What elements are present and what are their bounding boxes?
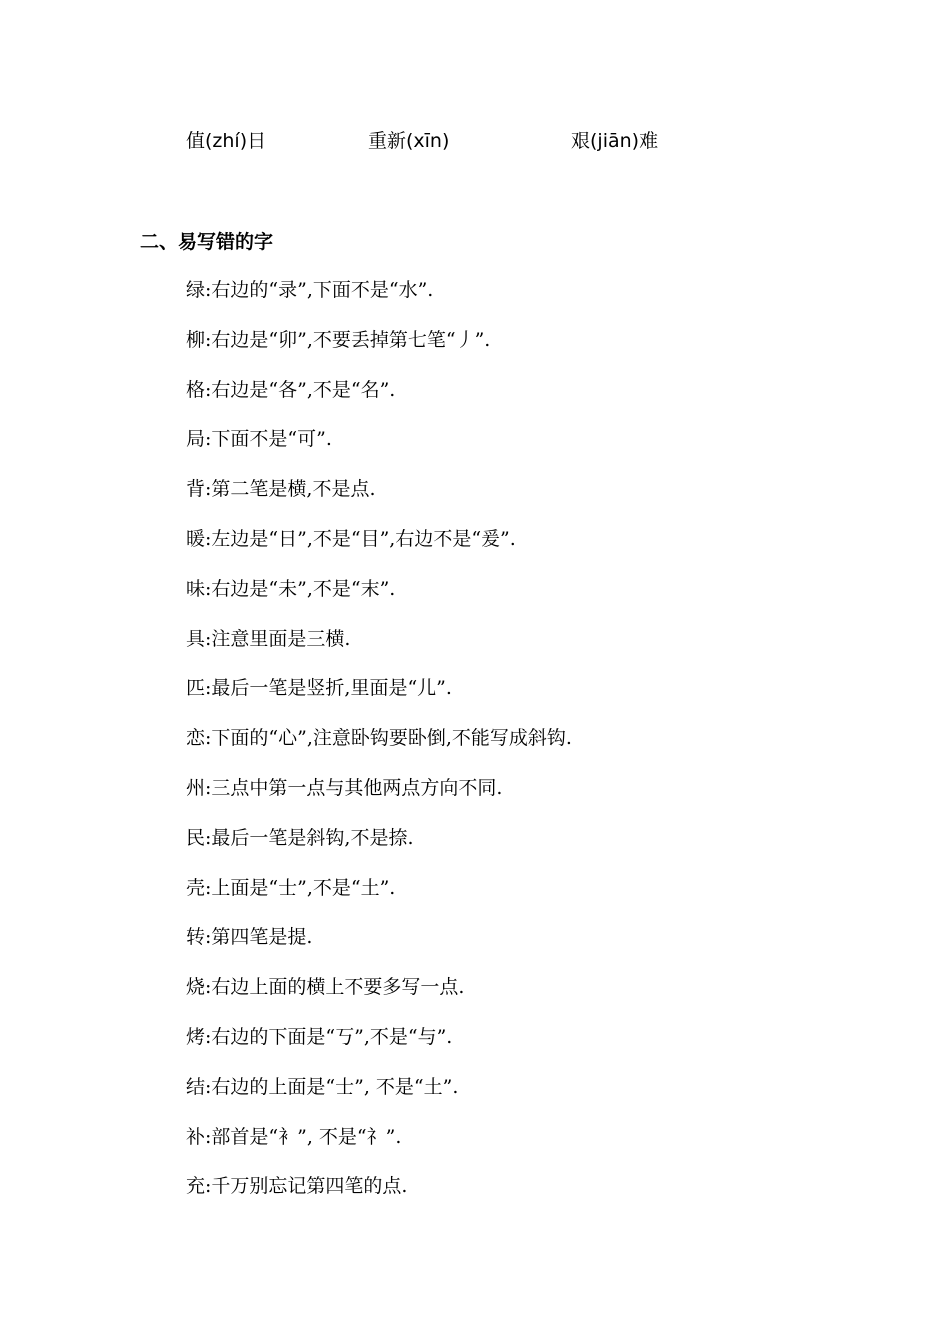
list-item: 绿:右边的“录”,下面不是“水”. bbox=[186, 279, 434, 301]
error-prone-character-list bbox=[186, 276, 926, 1222]
list-item: 恋:下面的“心”,注意卧钩要卧倒,不能写成斜钩. bbox=[186, 727, 572, 750]
list-item: 格:右边是“各”,不是“名”. bbox=[186, 378, 396, 401]
list-item: 背:第二笔是横,不是点. bbox=[186, 478, 376, 501]
pinyin-word-2: 重新(xīn) bbox=[368, 130, 450, 152]
list-item: 暖:左边是“日”,不是“目”,右边不是“爰”. bbox=[186, 527, 516, 550]
pinyin-word-3: 艰(jiān)难 bbox=[571, 130, 659, 152]
list-item: 结:右边的上面是“士”, 不是“土”. bbox=[186, 1075, 459, 1098]
list-item: 局:下面不是“可”. bbox=[186, 428, 332, 451]
list-item: 烤:右边的下面是“丂”,不是“与”. bbox=[186, 1025, 453, 1048]
section-title: 二、易写错的字 bbox=[140, 231, 274, 253]
list-item: 州:三点中第一点与其他两点方向不同. bbox=[186, 776, 503, 799]
list-item: 充:千万别忘记第四笔的点. bbox=[186, 1175, 408, 1198]
list-item: 匹:最后一笔是竖折,里面是“儿”. bbox=[186, 677, 452, 700]
list-item: 具:注意里面是三横. bbox=[186, 627, 351, 650]
list-item: 壳:上面是“士”,不是“土”. bbox=[186, 876, 396, 899]
list-item: 柳:右边是“卯”,不要丢掉第七笔“丿”. bbox=[186, 328, 491, 351]
list-item: 转:第四笔是提. bbox=[186, 926, 313, 949]
list-item: 补:部首是“衤”, 不是“礻”. bbox=[186, 1125, 402, 1148]
list-item: 烧:右边上面的横上不要多写一点. bbox=[186, 976, 465, 999]
pinyin-word-1: 值(zhí)日 bbox=[186, 130, 267, 152]
list-item: 味:右边是“未”,不是“末”. bbox=[186, 577, 396, 600]
pinyin-row bbox=[0, 126, 950, 156]
list-item: 民:最后一笔是斜钩,不是捺. bbox=[186, 826, 414, 849]
